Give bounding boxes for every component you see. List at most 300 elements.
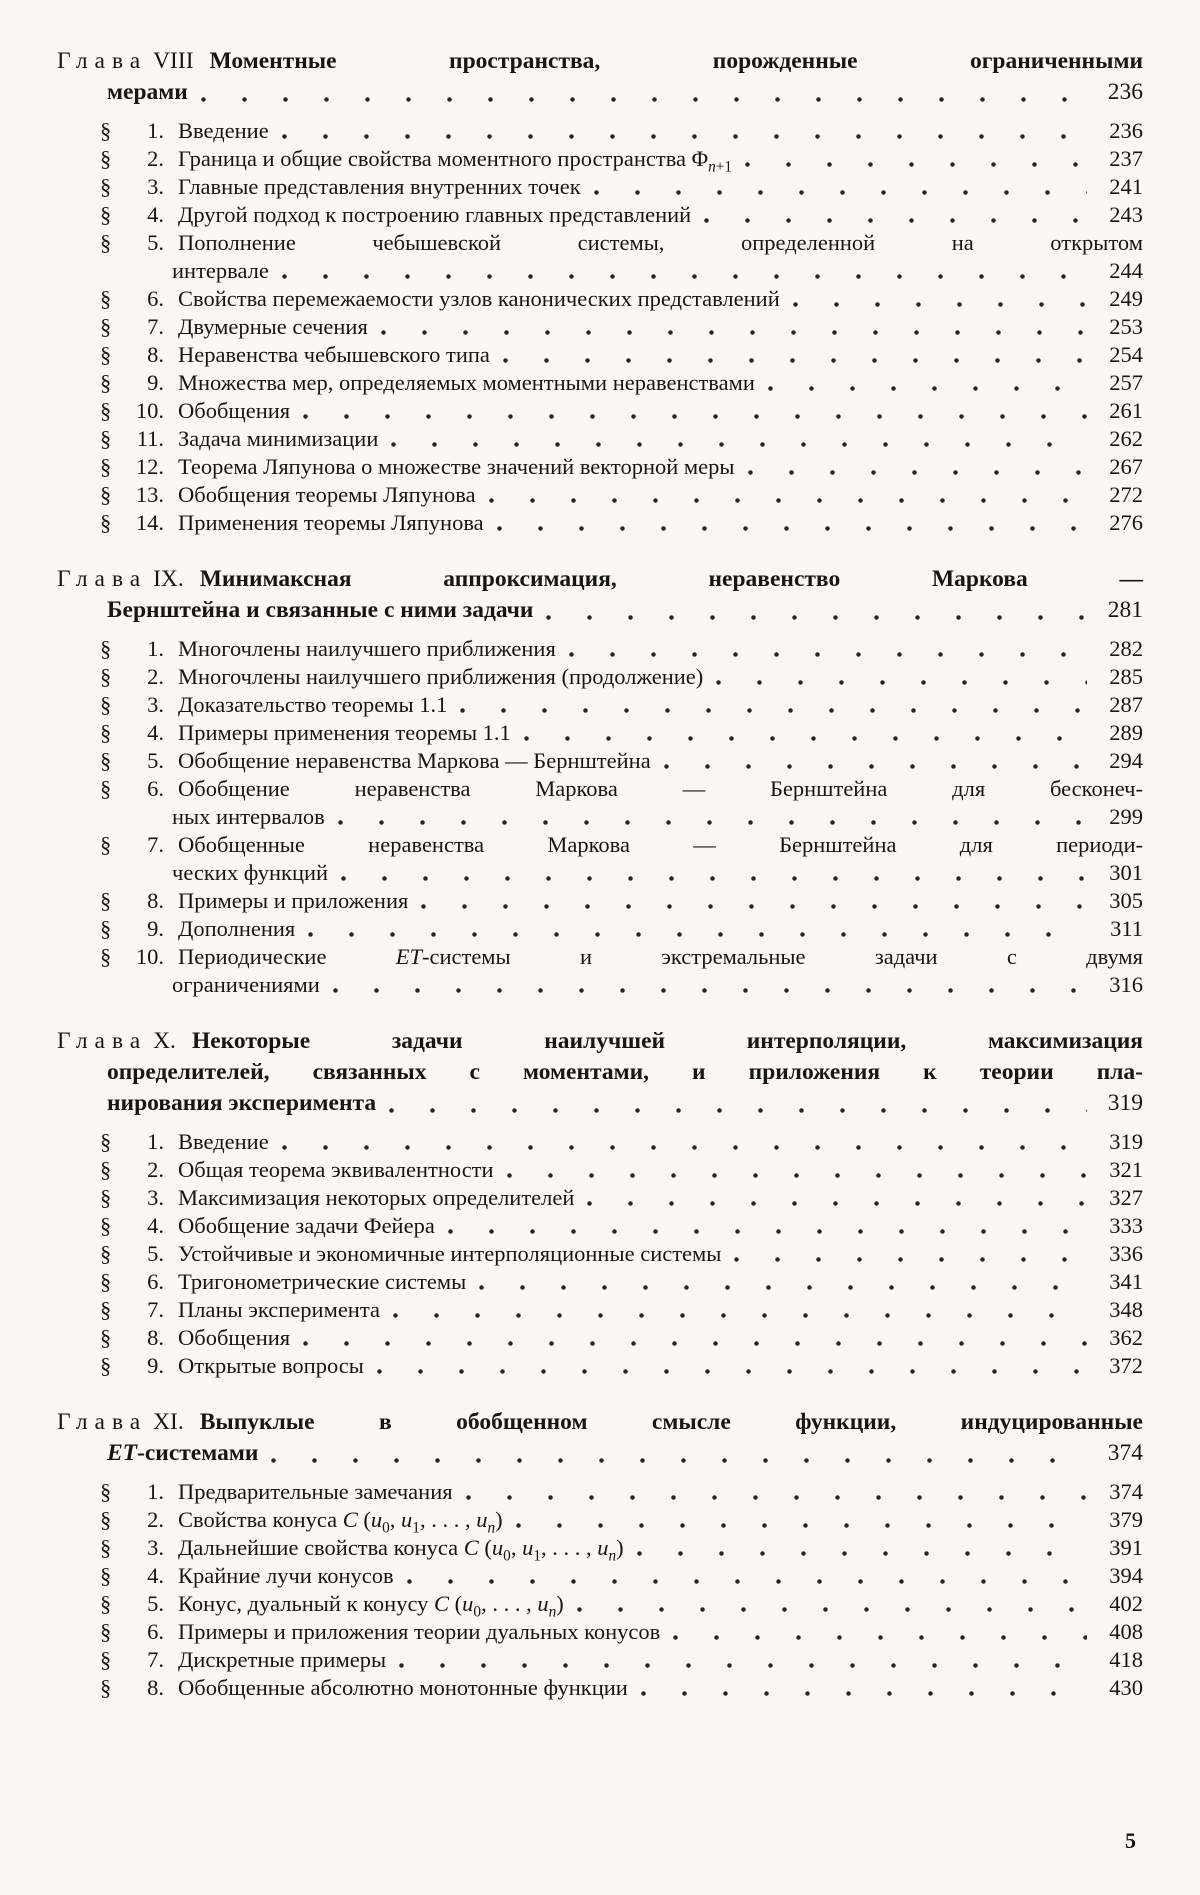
- page-ref: 236: [1107, 79, 1143, 105]
- toc-entry: [57, 1240, 1143, 1268]
- section-entry-line: [57, 1212, 1143, 1240]
- chapter-numeral: VIII: [153, 48, 194, 74]
- section-number: 1.: [147, 118, 164, 143]
- dot-leaders: [332, 987, 1087, 994]
- section-number: 2.: [147, 146, 164, 171]
- section-entry-line: [57, 663, 1143, 691]
- section-entry-line: [57, 145, 1143, 176]
- section-number: 3.: [147, 174, 164, 199]
- section-mark: §: [100, 398, 112, 423]
- section-mark: §: [100, 118, 112, 143]
- chapter-label-word: Глава: [57, 1028, 148, 1054]
- toc-entry: [57, 1352, 1143, 1380]
- chapter-label: [57, 564, 184, 595]
- section-number: 6.: [147, 1619, 164, 1644]
- section-title: Доказательство теоремы 1.1: [178, 692, 448, 717]
- dot-leaders: [459, 707, 1087, 714]
- dot-leaders: [515, 1522, 1087, 1529]
- chapter-title-line: [57, 77, 1143, 108]
- section-mark: §: [100, 664, 112, 689]
- section-entry-line: [57, 1324, 1143, 1352]
- chapter-block: [57, 46, 1143, 537]
- section-number: 6.: [147, 776, 164, 801]
- chapter-title-text: мерами: [107, 79, 188, 105]
- dot-leaders: [388, 1107, 1087, 1114]
- section-number: 12.: [135, 454, 164, 479]
- section-mark: §: [100, 370, 112, 395]
- section-mark: §: [100, 944, 112, 969]
- chapter-label-word: Глава: [57, 48, 148, 74]
- section-mark: §: [100, 916, 112, 941]
- page-ref: 294: [1109, 748, 1143, 773]
- page-ref: 379: [1109, 1507, 1143, 1532]
- section-title: Многочлены наилучшего приближения: [178, 636, 556, 661]
- toc-entry: [57, 1324, 1143, 1352]
- section-number: 9.: [147, 1353, 164, 1378]
- page-ref: 249: [1109, 286, 1143, 311]
- section-mark: §: [100, 1675, 112, 1700]
- dot-leaders: [465, 1494, 1087, 1501]
- page-ref: 237: [1109, 146, 1143, 171]
- toc-entry: [57, 1212, 1143, 1240]
- section-title: интервале: [172, 258, 269, 283]
- section-title: ческих функций: [172, 860, 329, 885]
- section-number: 5.: [147, 1241, 164, 1266]
- section-mark: §: [100, 888, 112, 913]
- page-ref: 299: [1109, 804, 1143, 829]
- dot-leaders: [307, 931, 1087, 938]
- chapter-title-text: Бернштейна и связанные с ними задачи: [107, 597, 534, 623]
- toc-entry: [57, 1646, 1143, 1674]
- chapter-heading: [57, 1026, 1143, 1119]
- section-title: Обобщения: [178, 398, 291, 423]
- dot-leaders: [392, 1312, 1087, 1319]
- chapter-block: [57, 1407, 1143, 1702]
- section-mark: §: [100, 1241, 112, 1266]
- chapter-title-line: [57, 1026, 1143, 1057]
- dot-leaders: [398, 1662, 1087, 1669]
- page-ref: 374: [1109, 1479, 1143, 1504]
- section-entry-line: [57, 1268, 1143, 1296]
- chapter-title-line: [57, 46, 1143, 77]
- section-number: 8.: [147, 888, 164, 913]
- section-entry-line: [57, 691, 1143, 719]
- section-entry-line: [57, 1646, 1143, 1674]
- section-number: 9.: [147, 916, 164, 941]
- dot-leaders: [640, 1690, 1087, 1697]
- dot-leaders: [703, 217, 1087, 224]
- section-mark: §: [100, 1591, 112, 1616]
- chapter-title-line: [57, 1088, 1143, 1119]
- toc-entry: [57, 747, 1143, 775]
- dot-leaders: [715, 679, 1087, 686]
- dot-leaders: [376, 1368, 1087, 1375]
- dot-leaders: [636, 1550, 1087, 1557]
- dot-leaders: [380, 329, 1087, 336]
- section-number: 8.: [147, 1325, 164, 1350]
- toc-entry: [57, 719, 1143, 747]
- section-entry-line: [57, 775, 1143, 803]
- section-number: 3.: [147, 1185, 164, 1210]
- section-title: Планы эксперимента: [178, 1297, 380, 1322]
- dot-leaders: [270, 1457, 1087, 1464]
- section-mark: §: [100, 1157, 112, 1182]
- chapter-block: [57, 564, 1143, 999]
- section-title: Применения теоремы Ляпунова: [178, 510, 484, 535]
- section-mark: §: [100, 146, 112, 171]
- section-entry-line: [57, 1184, 1143, 1212]
- toc-entry: [57, 691, 1143, 719]
- section-title: Максимизация некоторых определителей: [178, 1185, 575, 1210]
- section-mark: §: [100, 510, 112, 535]
- dot-leaders: [281, 273, 1087, 280]
- section-number: 1.: [147, 1129, 164, 1154]
- section-mark: §: [100, 454, 112, 479]
- toc-entry: [57, 1156, 1143, 1184]
- dot-leaders: [420, 903, 1087, 910]
- page-ref: 418: [1109, 1647, 1143, 1672]
- section-title: Устойчивые и экономичные интерполяционные системы: [178, 1241, 722, 1266]
- toc-entry: [57, 201, 1143, 229]
- toc-entry: [57, 915, 1143, 943]
- section-number: 2.: [147, 664, 164, 689]
- dot-leaders: [337, 819, 1087, 826]
- toc-entry: [57, 481, 1143, 509]
- section-number: 2.: [147, 1507, 164, 1532]
- section-entry-line: [57, 1674, 1143, 1702]
- section-mark: §: [100, 1297, 112, 1322]
- section-entry-line: [57, 229, 1143, 257]
- section-title: Обобщение задачи Фейера: [178, 1213, 435, 1238]
- section-title: Свойства конуса C ($u_0$, $u_1$, . . . , $u_n$): [178, 1507, 503, 1537]
- section-number: 8.: [147, 342, 164, 367]
- section-title: Обобщенные абсолютно монотонные функции: [178, 1675, 628, 1700]
- section-entry-continuation: [57, 971, 1143, 999]
- chapter-title-text: ET-системами: [107, 1440, 259, 1466]
- section-title: Двумерные сечения: [178, 314, 368, 339]
- chapter-title-line: [57, 1057, 1143, 1088]
- section-entry-line: [57, 1506, 1143, 1537]
- section-number: 2.: [147, 1157, 164, 1182]
- section-mark: §: [100, 314, 112, 339]
- page-ref: 316: [1109, 972, 1143, 997]
- section-mark: §: [100, 230, 112, 255]
- section-title: Крайние лучи конусов: [178, 1563, 394, 1588]
- section-mark: §: [100, 1353, 112, 1378]
- footer-page-number: 5: [1125, 1828, 1136, 1853]
- page-ref: 276: [1109, 510, 1143, 535]
- dot-leaders: [672, 1634, 1087, 1641]
- section-title: ных интервалов: [172, 804, 325, 829]
- toc-entry: [57, 1506, 1143, 1537]
- chapter-heading: [57, 1407, 1143, 1469]
- section-mark: §: [100, 1619, 112, 1644]
- section-title: Неравенства чебышевского типа: [178, 342, 490, 367]
- toc-entry: [57, 1184, 1143, 1212]
- dot-leaders: [488, 497, 1087, 504]
- page-ref: 282: [1109, 636, 1143, 661]
- section-title: Дискретные примеры: [178, 1647, 387, 1672]
- section-title: Пополнение чебышевской системы, определенной на открытом: [178, 230, 1143, 255]
- section-title: Общая теорема эквивалентности: [178, 1157, 494, 1182]
- page-ref: 301: [1109, 860, 1143, 885]
- section-entry-line: [57, 719, 1143, 747]
- section-title: Конус, дуальный к конусу C ($u_0$, . . . , $u_n$): [178, 1591, 564, 1621]
- page-ref: 430: [1109, 1675, 1143, 1700]
- section-entry-line: [57, 173, 1143, 201]
- section-mark: §: [100, 1647, 112, 1672]
- toc-entry: [57, 369, 1143, 397]
- section-number: 5.: [147, 230, 164, 255]
- toc-entry: [57, 1128, 1143, 1156]
- page-ref: 374: [1107, 1440, 1143, 1466]
- toc-entry: [57, 1296, 1143, 1324]
- dot-leaders: [545, 614, 1087, 621]
- section-title: Открытые вопросы: [178, 1353, 364, 1378]
- page-ref: 281: [1107, 597, 1143, 623]
- chapter-heading: [57, 564, 1143, 626]
- section-mark: §: [100, 1213, 112, 1238]
- section-title: Обобщение неравенства Маркова — Бернштейна: [178, 748, 651, 773]
- section-entry-line: [57, 635, 1143, 663]
- section-title: Дополнения: [178, 916, 296, 941]
- chapter-label: [57, 1026, 176, 1057]
- section-number: 7.: [147, 832, 164, 857]
- section-title: Задача минимизации: [178, 426, 379, 451]
- toc-entry: [57, 943, 1143, 999]
- page-ref: 333: [1109, 1213, 1143, 1238]
- toc-entry: [57, 663, 1143, 691]
- chapter-title-text: Моментные пространства, порожденные ограниченными: [209, 48, 1143, 74]
- section-mark: §: [100, 202, 112, 227]
- section-entry-line: [57, 1562, 1143, 1590]
- section-entry-continuation: [57, 257, 1143, 285]
- section-title: Обобщение неравенства Маркова — Бернштейна для бесконеч-: [178, 776, 1143, 801]
- chapter-numeral: IX.: [153, 566, 184, 592]
- section-mark: §: [100, 1325, 112, 1350]
- section-mark: §: [100, 1185, 112, 1210]
- page-ref: 391: [1109, 1535, 1143, 1560]
- section-mark: §: [100, 1535, 112, 1560]
- page-ref: 394: [1109, 1563, 1143, 1588]
- section-title: Теорема Ляпунова о множестве значений векторной меры: [178, 454, 735, 479]
- section-mark: §: [100, 636, 112, 661]
- section-entry-line: [57, 915, 1143, 943]
- section-entry-line: [57, 887, 1143, 915]
- section-list: [57, 1128, 1143, 1380]
- toc-entry: [57, 509, 1143, 537]
- section-title: Обобщения: [178, 1325, 291, 1350]
- page-ref: 372: [1109, 1353, 1143, 1378]
- section-mark: §: [100, 286, 112, 311]
- chapter-label-word: Глава: [57, 566, 148, 592]
- page-ref: 362: [1109, 1325, 1143, 1350]
- chapter-label: [57, 1407, 184, 1438]
- page-ref: 241: [1109, 174, 1143, 199]
- toc-entry: [57, 173, 1143, 201]
- page-ref: 305: [1109, 888, 1143, 913]
- toc-entry: [57, 1534, 1143, 1565]
- toc-entry: [57, 1268, 1143, 1296]
- section-title: Обобщенные неравенства Маркова — Бернштейна для периоди-: [178, 832, 1143, 857]
- section-list: [57, 117, 1143, 537]
- page-ref: 341: [1109, 1269, 1143, 1294]
- page-ref: 253: [1109, 314, 1143, 339]
- section-entry-line: [57, 747, 1143, 775]
- section-mark: §: [100, 832, 112, 857]
- dot-leaders: [302, 413, 1087, 420]
- section-title: Множества мер, определяемых моментными неравенствами: [178, 370, 755, 395]
- section-mark: §: [100, 482, 112, 507]
- section-mark: §: [100, 1269, 112, 1294]
- section-mark: §: [100, 426, 112, 451]
- dot-leaders: [747, 469, 1087, 476]
- section-number: 14.: [135, 510, 164, 535]
- section-number: 1.: [147, 1479, 164, 1504]
- toc-entry: [57, 831, 1143, 887]
- chapter-title-text: Минимаксная аппроксимация, неравенство Маркова —: [199, 566, 1143, 592]
- section-number: 8.: [147, 1675, 164, 1700]
- toc-entry: [57, 1618, 1143, 1646]
- page-ref: 408: [1109, 1619, 1143, 1644]
- dot-leaders: [281, 133, 1087, 140]
- dot-leaders: [390, 441, 1087, 448]
- dot-leaders: [447, 1228, 1087, 1235]
- toc-entry: [57, 285, 1143, 313]
- section-entry-continuation: [57, 803, 1143, 831]
- section-title: Введение: [178, 118, 269, 143]
- toc-entry: [57, 453, 1143, 481]
- section-title: Предварительные замечания: [178, 1479, 453, 1504]
- section-entry-line: [57, 1156, 1143, 1184]
- section-title: Обобщения теоремы Ляпунова: [178, 482, 476, 507]
- section-number: 13.: [135, 482, 164, 507]
- section-mark: §: [100, 1129, 112, 1154]
- chapter-title-text: Некоторые задачи наилучшей интерполяции, максимизация: [191, 1028, 1143, 1054]
- chapter-title-text: нирования эксперимента: [107, 1090, 377, 1116]
- page-ref: 287: [1109, 692, 1143, 717]
- chapter-title-line: [57, 1438, 1143, 1469]
- toc-entry: [57, 117, 1143, 145]
- section-entry-line: [57, 1478, 1143, 1506]
- section-mark: §: [100, 692, 112, 717]
- toc-entry: [57, 1674, 1143, 1702]
- section-number: 5.: [147, 1591, 164, 1616]
- toc-entry: [57, 635, 1143, 663]
- section-number: 3.: [147, 692, 164, 717]
- section-entry-line: [57, 397, 1143, 425]
- section-mark: §: [100, 748, 112, 773]
- section-mark: §: [100, 720, 112, 745]
- page-ref: 336: [1109, 1241, 1143, 1266]
- section-title: Граница и общие свойства моментного пространства $\Phi_{n+1}$: [178, 146, 733, 176]
- chapter-numeral: X.: [153, 1028, 176, 1054]
- section-entry-line: [57, 313, 1143, 341]
- section-title: Примеры и приложения: [178, 888, 409, 913]
- section-entry-line: [57, 1618, 1143, 1646]
- dot-leaders: [502, 357, 1087, 364]
- section-number: 1.: [147, 636, 164, 661]
- page-ref: 289: [1109, 720, 1143, 745]
- section-title: Свойства перемежаемости узлов канонических представлений: [178, 286, 780, 311]
- section-list: [57, 635, 1143, 999]
- chapter-title-text: Выпуклые в обобщенном смысле функции, индуцированные: [199, 1409, 1143, 1435]
- chapter-label: [57, 46, 194, 77]
- section-entry-line: [57, 481, 1143, 509]
- section-title: Тригонометрические системы: [178, 1269, 467, 1294]
- section-entry-line: [57, 453, 1143, 481]
- section-title: ограничениями: [172, 972, 320, 997]
- section-mark: §: [100, 1563, 112, 1588]
- chapter-title-line: [57, 1407, 1143, 1438]
- chapter-heading: [57, 46, 1143, 108]
- chapter-label-word: Глава: [57, 1409, 148, 1435]
- toc-entry: [57, 341, 1143, 369]
- section-title: Примеры применения теоремы 1.1: [178, 720, 511, 745]
- chapter-title-line: [57, 564, 1143, 595]
- toc-entry: [57, 313, 1143, 341]
- section-entry-line: [57, 201, 1143, 229]
- dot-leaders: [406, 1578, 1087, 1585]
- page-ref: 402: [1109, 1591, 1143, 1616]
- section-entry-line: [57, 509, 1143, 537]
- section-mark: §: [100, 1479, 112, 1504]
- chapter-title-line: [57, 595, 1143, 626]
- toc-entry: [57, 887, 1143, 915]
- dot-leaders: [593, 189, 1087, 196]
- chapter-title-text: определителей, связанных с моментами, и приложения к теории пла-: [107, 1059, 1143, 1085]
- page-ref: 244: [1109, 258, 1143, 283]
- section-mark: §: [100, 1507, 112, 1532]
- section-entry-line: [57, 117, 1143, 145]
- page-ref: 319: [1107, 1090, 1143, 1116]
- dot-leaders: [281, 1144, 1087, 1151]
- section-mark: §: [100, 776, 112, 801]
- dot-leaders: [506, 1172, 1087, 1179]
- section-number: 7.: [147, 1297, 164, 1322]
- section-title: Многочлены наилучшего приближения (продолжение): [178, 664, 704, 689]
- page-ref: 319: [1109, 1129, 1143, 1154]
- page-ref: 321: [1109, 1157, 1143, 1182]
- dot-leaders: [792, 301, 1087, 308]
- section-title: Примеры и приложения теории дуальных конусов: [178, 1619, 661, 1644]
- section-number: 3.: [147, 1535, 164, 1560]
- section-entry-line: [57, 285, 1143, 313]
- dot-leaders: [523, 735, 1087, 742]
- section-entry-line: [57, 831, 1143, 859]
- dot-leaders: [586, 1200, 1087, 1207]
- page-ref: 327: [1109, 1185, 1143, 1210]
- chapter-block: [57, 1026, 1143, 1380]
- section-entry-line: [57, 369, 1143, 397]
- page-ref: 243: [1109, 202, 1143, 227]
- page-ref: 257: [1109, 370, 1143, 395]
- section-number: 6.: [147, 286, 164, 311]
- chapter-numeral: XI.: [153, 1409, 184, 1435]
- section-number: 4.: [147, 720, 164, 745]
- section-entry-line: [57, 1296, 1143, 1324]
- section-number: 10.: [135, 398, 164, 423]
- section-entry-line: [57, 1534, 1143, 1565]
- page-ref: 236: [1109, 118, 1143, 143]
- section-number: 7.: [147, 1647, 164, 1672]
- section-mark: §: [100, 342, 112, 367]
- toc-entry: [57, 229, 1143, 285]
- dot-leaders: [767, 385, 1087, 392]
- toc-entry: [57, 425, 1143, 453]
- section-entry-line: [57, 1352, 1143, 1380]
- section-title: Периодические ET-системы и экстремальные задачи с двумя: [178, 944, 1143, 969]
